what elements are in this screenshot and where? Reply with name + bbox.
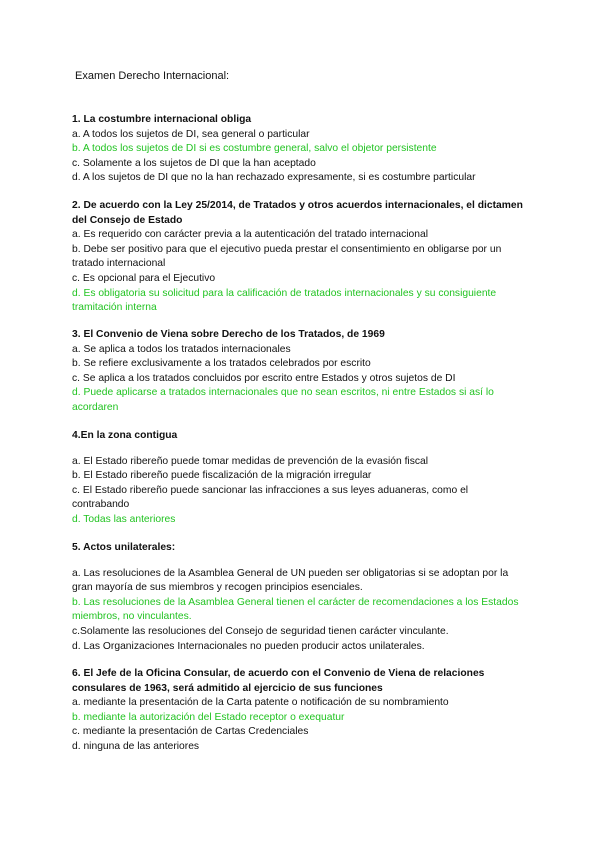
option-b-correct: b. Las resoluciones de la Asamblea General tienen el carácter de recomendaciones a los Estados miembros, no vinculantes. [72,596,519,623]
option-d: d. Las Organizaciones Internacionales no pueden producir actos unilaterales. [72,640,425,652]
option-c: c. Es opcional para el Ejecutivo [72,272,216,284]
question-heading: 2. De acuerdo con la Ley 25/2014, de Tratados y otros acuerdos internacionales, el dictamen del Consejo de Estado [72,200,523,226]
question-heading: 6. El Jefe de la Oficina Consular, de acuerdo con el Convenio de Viena de relaciones consulares de 1963, será admitido al ejercicio de sus funciones [72,668,485,694]
question-1 [72,113,527,186]
option-c: c. El Estado ribereño puede sancionar las infracciones a sus leyes aduaneras, como el contrabando [72,484,469,511]
question-6 [72,667,527,755]
option-a: a. A todos los sujetos de DI, sea general o particular [72,128,310,140]
question-heading: 5. Actos unilaterales: [72,542,176,553]
question-heading: 3. El Convenio de Viena sobre Derecho de los Tratados, de 1969 [72,329,385,340]
option-d: d. ninguna de las anteriores [72,740,200,752]
option-a: a. Se aplica a todos los tratados internacionales [72,343,291,355]
option-c: c. mediante la presentación de Cartas Credenciales [72,726,309,738]
option-d-correct: d. Puede aplicarse a tratados internacionales que no sean escritos, ni entre Estados si así lo acordaren [72,387,494,413]
option-c: c. Solamente a los sujetos de DI que la han aceptado [72,157,316,169]
option-b-correct: b. A todos los sujetos de DI si es costumbre general, salvo el objetor persistente [72,143,437,155]
option-b-correct: b. mediante la autorización del Estado receptor o exequatur [72,711,345,723]
option-d-correct: d. Todas las anteriores [72,513,176,525]
question-heading: 4.En la zona contigua [72,430,178,441]
question-5 [72,541,527,654]
option-d: d. A los sujetos de DI que no la han rechazado expresamente, si es costumbre particular [72,172,476,184]
option-b: b. Se refiere exclusivamente a los tratados celebrados por escrito [72,358,371,370]
option-a: a. Las resoluciones de la Asamblea General de UN pueden ser obligatorias si se adoptan por la gran mayoría de sus miembros y recogen principios esenciales. [72,567,509,594]
option-b: b. El Estado ribereño puede fiscalización de la migración irregular [72,470,372,482]
option-a: a. Es requerido con carácter previa a la autenticación del tratado internacional [72,229,429,241]
exam-title: Examen Derecho Internacional: [75,70,230,82]
option-a: a. mediante la presentación de la Carta patente o notificación de su nombramiento [72,697,449,709]
option-a: a. El Estado ribereño puede tomar medidas de prevención de la evasión fiscal [72,455,429,467]
option-d-correct: d. Es obligatoria su solicitud para la calificación de tratados internacionales y su consiguiente tramitación interna [72,287,497,314]
question-2 [72,199,527,316]
question-4 [72,429,527,528]
option-b: b. Debe ser positivo para que el ejecutivo pueda prestar el consentimiento en obligarse por un tratado internacional [72,243,502,270]
option-c: c.Solamente las resoluciones del Consejo de seguridad tienen carácter vinculante. [72,625,449,637]
question-3 [72,328,527,416]
question-heading: 1. La costumbre internacional obliga [72,114,252,125]
option-c: c. Se aplica a los tratados concluidos por escrito entre Estados y otros sujetos de DI [72,372,456,384]
